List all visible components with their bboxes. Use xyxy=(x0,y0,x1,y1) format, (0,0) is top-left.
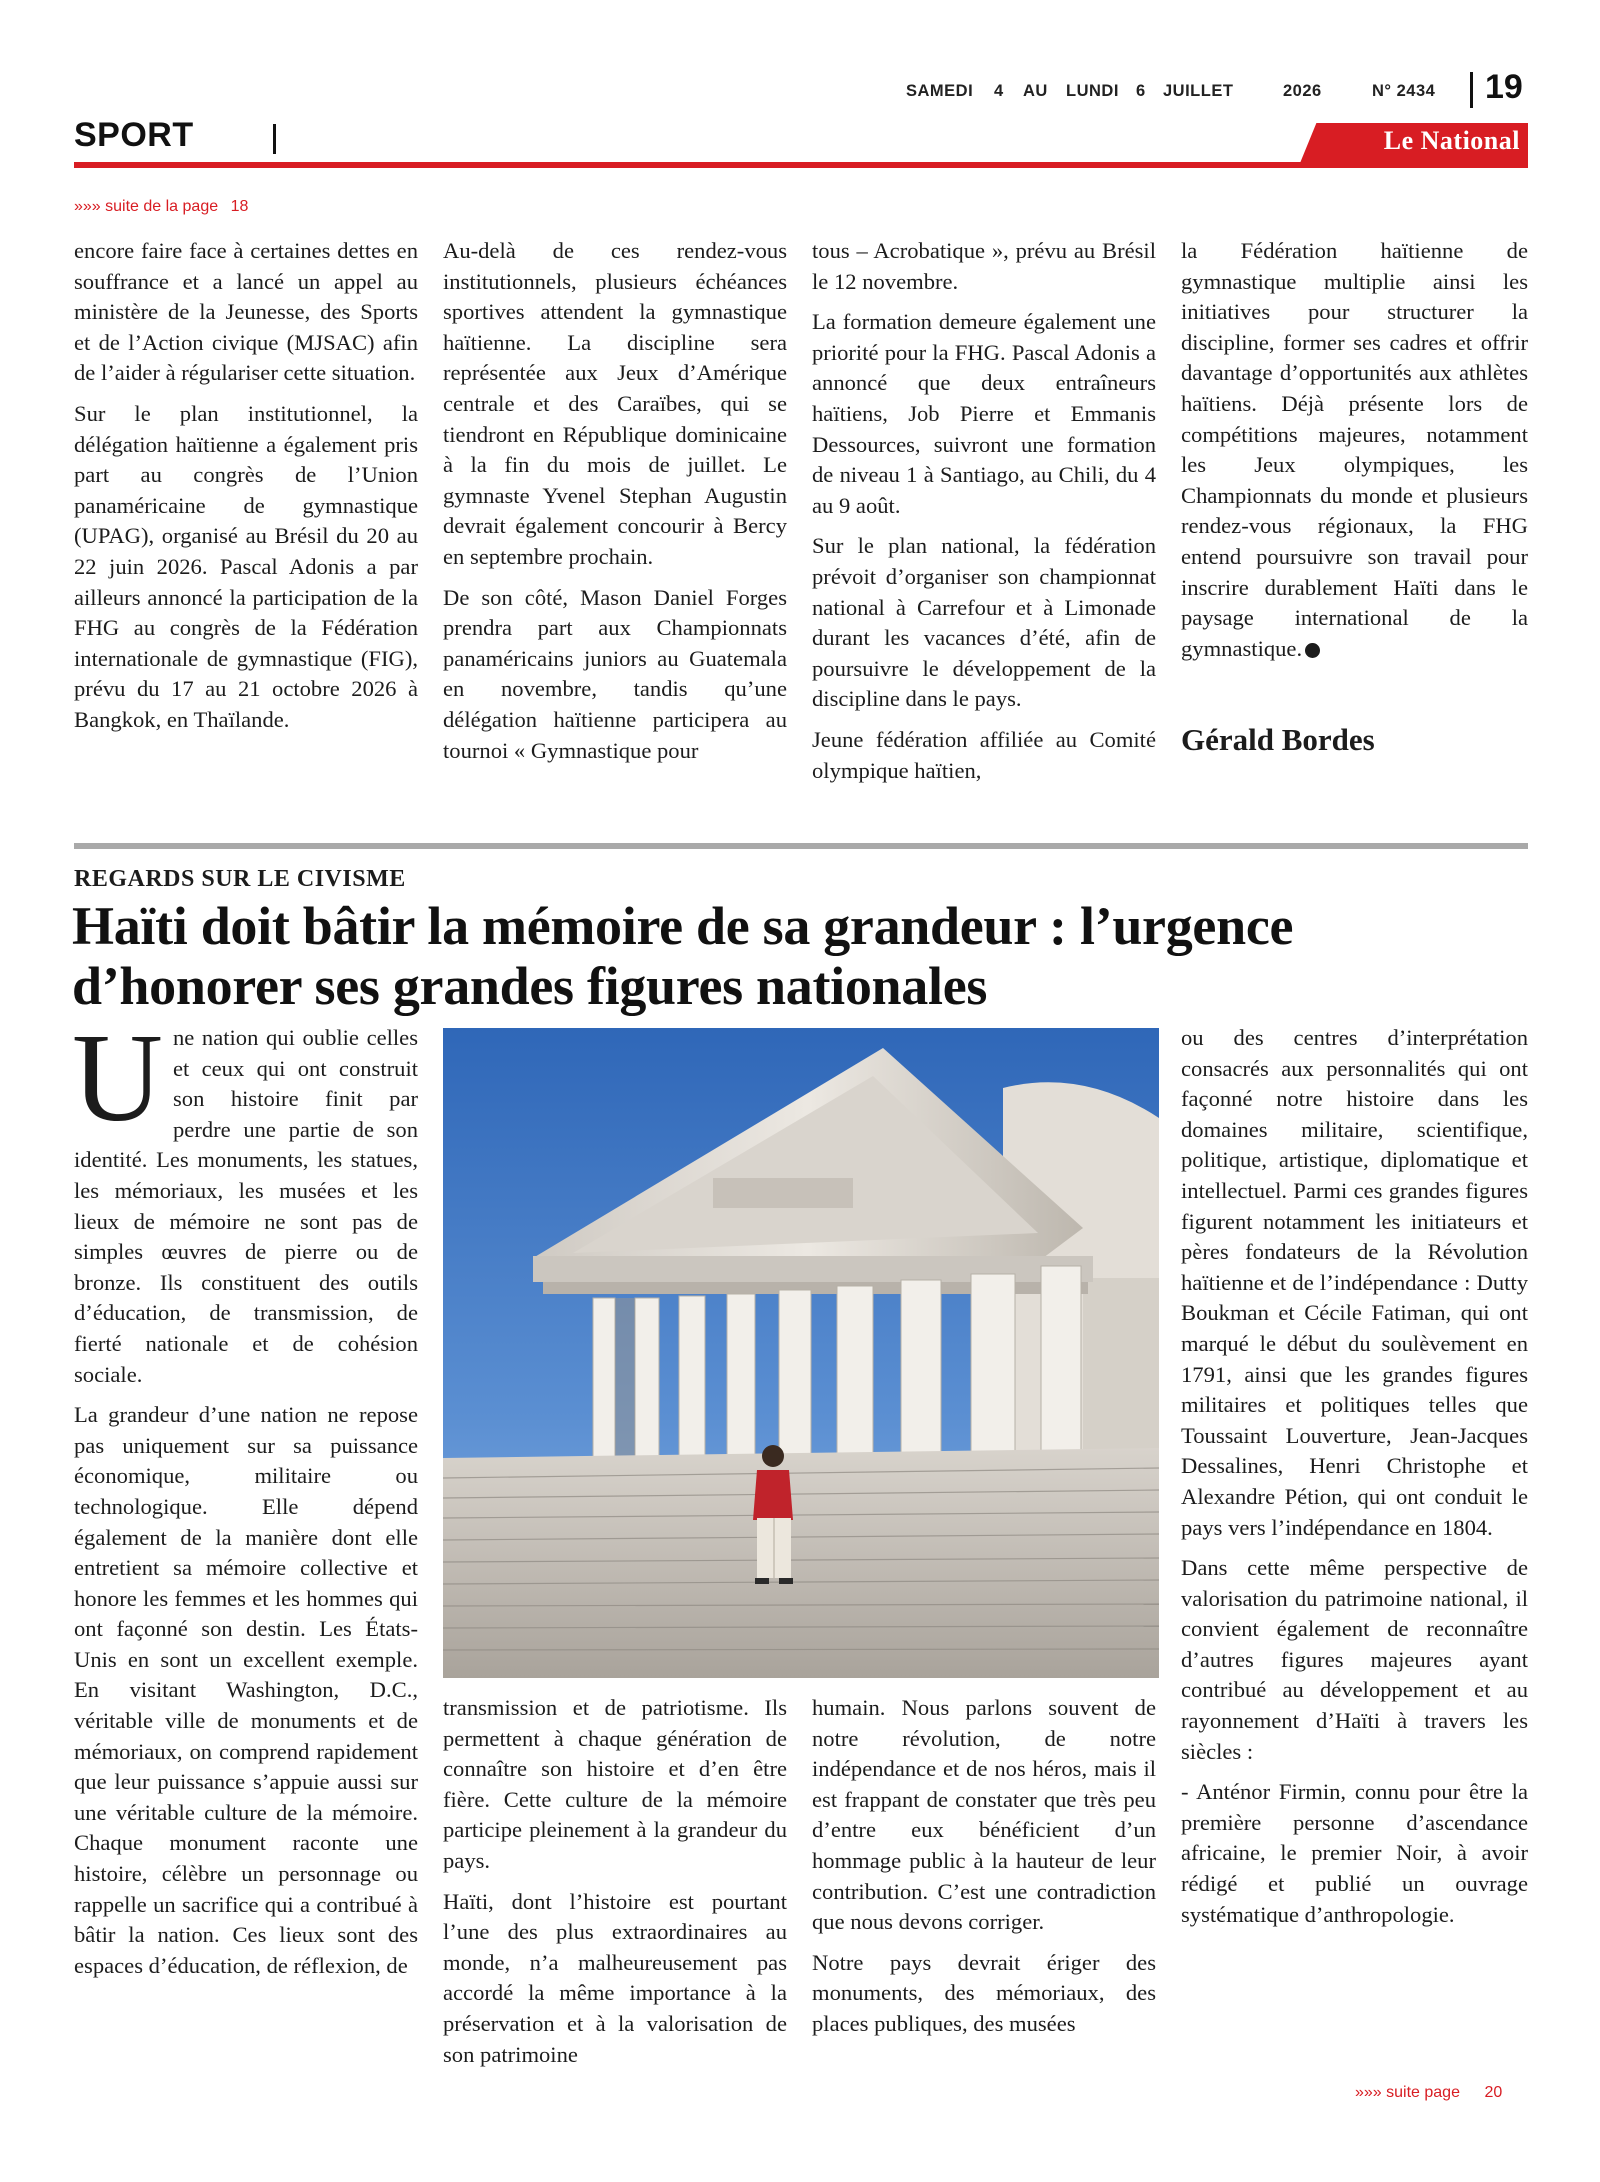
paragraph-text: ne nation qui oublie celles et ceux qui ont construit son histoire finit par perdre une partie de son identité. Les monuments, les statues, les mémoriaux, les musées et les lieux de mémoire ne sont pas de simples œuvres de pierre ou de bronze. Ils constituent des outils d’éducation, de transmission, de fierté nationale et de cohésion sociale. xyxy=(74,1025,418,1387)
headline-line-1: Haïti doit bâtir la mémoire de sa grandeur : l’urgence xyxy=(72,896,1294,956)
memorial-photo xyxy=(443,1028,1159,1678)
byline: Gérald Bordes xyxy=(1181,722,1375,757)
brand-logo-text: Le National xyxy=(1383,126,1520,155)
header-date-num1: 4 xyxy=(994,82,1004,100)
sport-column-2 xyxy=(443,236,787,776)
section-divider xyxy=(273,124,276,154)
header-date-au: AU xyxy=(1023,82,1048,100)
sport-column-1 xyxy=(74,236,418,746)
paragraph: La formation demeure également une priorité pour la FHG. Pascal Adonis a annoncé que deux entraîneurs haïtiens, Job Pierre et Emmanis Dessources, suivront une formation de niveau 1 à Santiago, au Chili, du 4 au 9 août. xyxy=(812,309,1156,518)
civism-column-3 xyxy=(812,1693,1156,2050)
paragraph: - Anténor Firmin, connu pour être la première personne d’ascendance africaine, le premier Noir, à avoir rédigé et publié un ouvrage systématique d’anthropologie. xyxy=(1181,1779,1528,1927)
sport-column-3 xyxy=(812,236,1156,796)
civism-column-2 xyxy=(443,1693,787,2080)
article-kicker: REGARDS SUR LE CIVISME xyxy=(74,866,406,892)
paragraph: ou des centres d’interprétation consacrés aux personnalités qui ont façonné notre histoire dans les domaines militaire, scientifique, politique, artistique, diplomatique et intellectuel. Parmi ces grandes figures figurent notamment les initiateurs et pères fondateurs de la Révolution haïtienne et de l’indépendance : Dutty Boukman et Cécile Fatiman, qui ont marqué le début du soulèvement en 1791, ainsi que les grandes figures militaires et politiques telles que Toussaint Louverture, Jean-Jacques Dessalines, Henri Christophe et Alexandre Pétion, qui ont conduit le pays vers l’indépendance en 1804. xyxy=(1181,1025,1528,1540)
header-date-month: JUILLET xyxy=(1163,82,1234,100)
header-issue: N° 2434 xyxy=(1372,82,1436,100)
page-number-divider xyxy=(1470,72,1473,108)
sport-column-4 xyxy=(1181,236,1528,674)
paragraph: La grandeur d’une nation ne repose pas uniquement sur sa puissance économique, militaire ou technologique. Elle dépend également de la manière dont elle entretient sa mémoire collective et honore les femmes et les hommes qui ont façonné son destin. Les États-Unis en sont un excellent exemple. En visitant Washington, D.C., véritable ville de monuments et de mémoriaux, on comprend rapidement que leur puissance s’appuie aussi sur une véritable culture de la mémoire. Chaque monument raconte une histoire, célèbre un personnage ou rappelle un sacrifice qui a contribué à bâtir la nation. Ces lieux sont des espaces d’éducation, de réflexion, de xyxy=(74,1402,418,1978)
end-mark-icon xyxy=(1305,643,1320,658)
continued-from-label xyxy=(74,198,248,216)
header-year: 2026 xyxy=(1283,82,1322,100)
continued-on-label xyxy=(1355,2084,1502,2102)
paragraph: humain. Nous parlons souvent de notre révolution, de notre indépendance et de nos héros, mais il est frappant de constater que très peu d’entre eux bénéficient d’un hommage public à la hauteur de leur contribution. C’est une contradiction que nous devons corriger. xyxy=(812,1695,1156,1935)
paragraph xyxy=(72,1009,418,1390)
article-separator xyxy=(74,843,1528,849)
continued-on-page: 20 xyxy=(1484,2084,1503,2101)
section-title: SPORT xyxy=(74,116,194,154)
paragraph: Sur le plan national, la fédération prévoit d’organiser son championnat national à Carrefour et à Limonade durant les vacances d’été, afin de poursuivre le développement de la discipline dans le pays. xyxy=(812,533,1156,712)
civism-column-4 xyxy=(1181,1023,1528,1940)
page-number: 19 xyxy=(1485,68,1523,106)
paragraph: Haïti, dont l’histoire est pourtant l’une des plus extraordinaires au monde, n’a malheureusement pas accordé la même importance à la préservation et à la valorisation de son patrimoine xyxy=(443,1888,787,2067)
header-date-day2: LUNDI xyxy=(1066,82,1119,100)
header-date-num2: 6 xyxy=(1136,82,1146,100)
header-date-day1: SAMEDI xyxy=(906,82,974,100)
paragraph xyxy=(1181,236,1528,664)
paragraph: Notre pays devrait ériger des monuments, des mémoriaux, des places publiques, des musées xyxy=(812,1949,1156,2036)
civism-column-1 xyxy=(72,1009,418,1991)
paragraph-text: la Fédération haïtienne de gymnastique multiplie ainsi les initiatives pour structurer la discipline, former ses cadres et offrir davantage d’opportunités aux athlètes haïtiens. Déjà présente lors de compétitions majeures, notamment les Jeux olympiques, les Championnats du monde et plusieurs rendez-vous régionaux, la FHG entend poursuivre son travail pour inscrire durablement Haïti dans le paysage international de la gymnastique. xyxy=(1181,238,1528,661)
paragraph: Dans cette même perspective de valorisation du patrimoine national, il convient également de reconnaître d’autres figures majeures ayant contribué au développement et au rayonnement d’Haïti à travers les siècles : xyxy=(1181,1555,1528,1764)
drop-cap: U xyxy=(72,1009,163,1148)
paragraph: Jeune fédération affiliée au Comité olympique haïtien, xyxy=(812,726,1156,783)
paragraph: Sur le plan institutionnel, la délégation haïtienne a également pris part au congrès de l’Union panaméricaine de gymnastique (UPAG), organisé au Brésil du 20 au 22 juin 2026. Pascal Adonis a par ailleurs annoncé la participation de la FHG au congrès de la Fédération internationale de gymnastique (FIG), prévu du 17 au 21 octobre 2026 à Bangkok, en Thaïlande. xyxy=(74,400,418,732)
continued-on-prefix: »»» suite page xyxy=(1355,2084,1460,2101)
paragraph: transmission et de patriotisme. Ils permettent à chaque génération de connaître son histoire et d’en être fière. Cette culture de la mémoire participe pleinement à la grandeur du pays. xyxy=(443,1695,787,1873)
continued-from-prefix: »»» suite de la page xyxy=(74,198,219,215)
article-headline xyxy=(72,896,1532,1016)
header-rule xyxy=(74,162,1528,168)
continued-from-page: 18 xyxy=(230,198,249,215)
headline-line-2: d’honorer ses grandes figures nationales xyxy=(72,956,988,1016)
paragraph: De son côté, Mason Daniel Forges prendra part aux Championnats panaméricains juniors au Guatemala en novembre, tandis qu’une délégation haïtienne participera au tournoi « Gymnastique pour xyxy=(443,584,787,763)
paragraph: tous – Acrobatique », prévu au Brésil le 12 novembre. xyxy=(812,238,1156,294)
paragraph: Au-delà de ces rendez-vous institutionnels, plusieurs échéances sportives attendent la gymnastique haïtienne. La discipline sera représentée aux Jeux d’Amérique centrale et des Caraïbes, qui se tiendront en République dominicaine à la fin du mois de juillet. Le gymnaste Yvenel Stephan Augustin devrait également concourir à Bercy en septembre prochain. xyxy=(443,238,787,569)
paragraph: encore faire face à certaines dettes en souffrance et a lancé un appel au ministère de la Jeunesse, des Sports et de l’Action civique (MJSAC) afin de l’aider à régulariser cette situation. xyxy=(74,238,418,386)
